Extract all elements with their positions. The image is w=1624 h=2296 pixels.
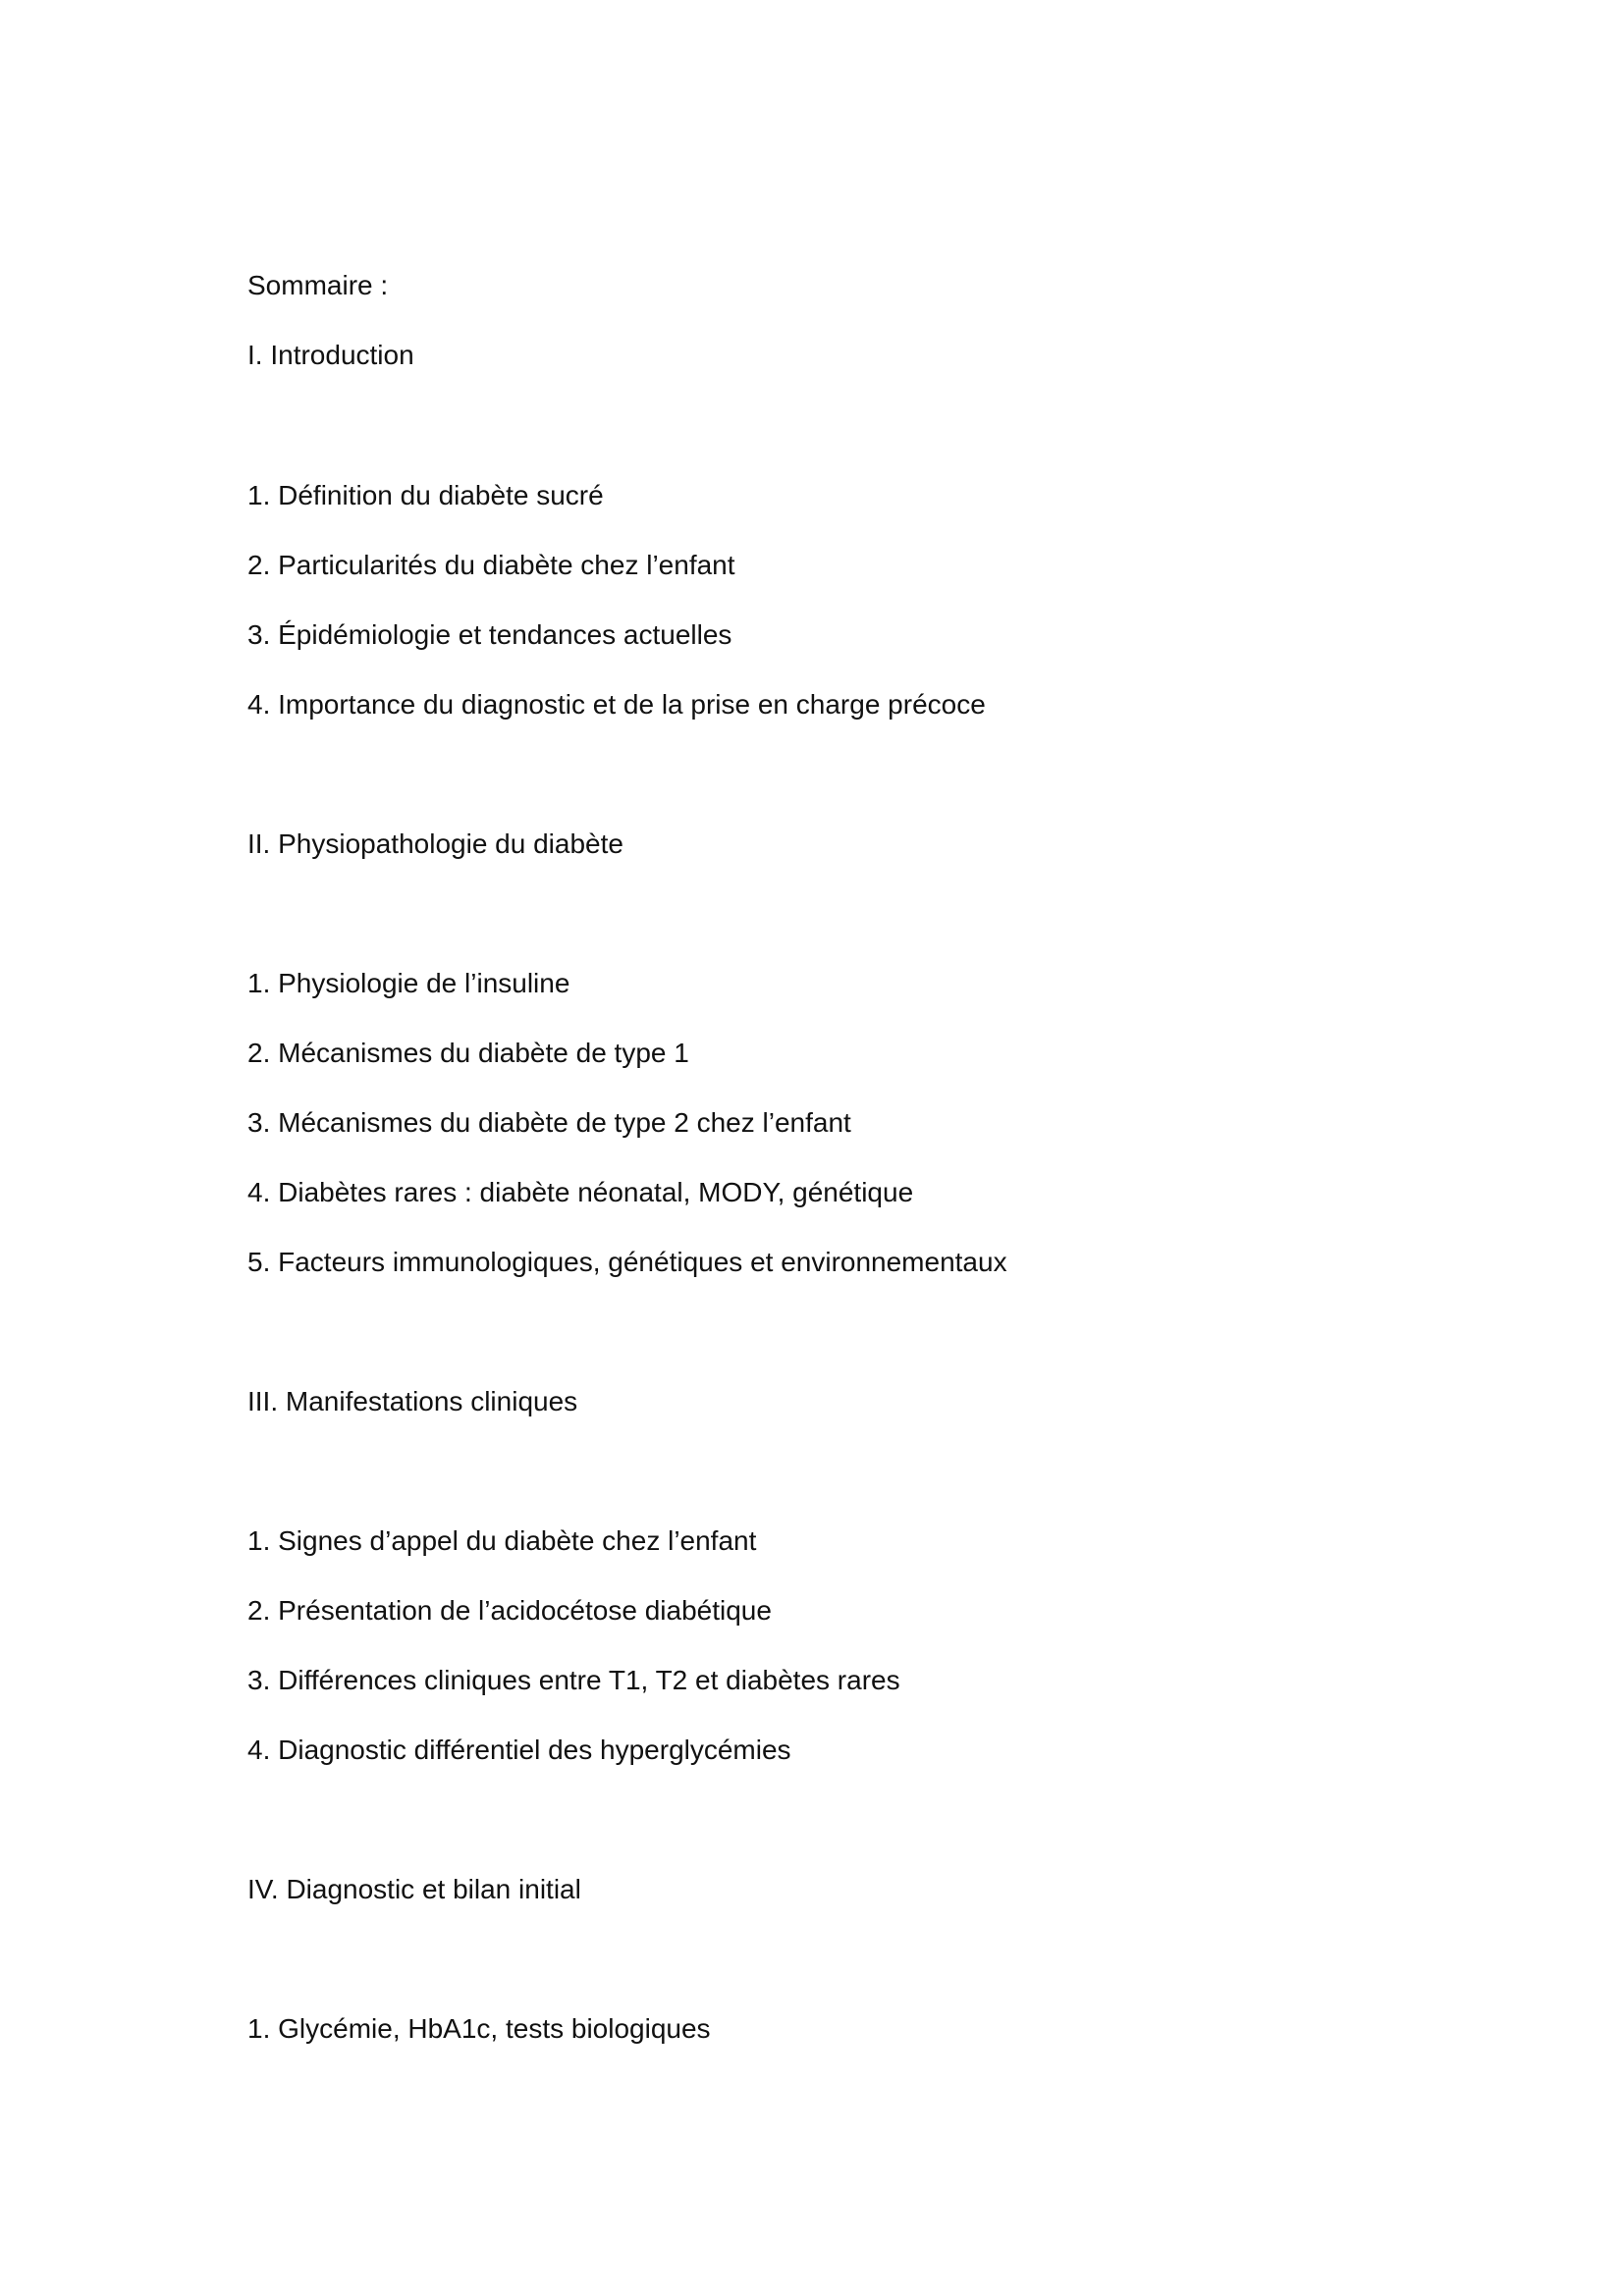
section-heading: III. Manifestations cliniques: [247, 1386, 578, 1416]
toc-item: 1. Signes d’appel du diabète chez l’enfant: [247, 1525, 757, 1556]
section-heading: I. Introduction: [247, 340, 414, 370]
toc-item: 1. Définition du diabète sucré: [247, 480, 604, 510]
toc-title: Sommaire :: [247, 270, 389, 300]
toc-item: 4. Diagnostic différentiel des hyperglycémies: [247, 1735, 791, 1765]
toc-item: 3. Épidémiologie et tendances actuelles: [247, 619, 732, 650]
toc-item: 2. Présentation de l’acidocétose diabétique: [247, 1595, 772, 1626]
toc-item: 1. Physiologie de l’insuline: [247, 968, 570, 998]
toc-item: 2. Mécanismes du diabète de type 1: [247, 1038, 689, 1068]
toc-item: 4. Diabètes rares : diabète néonatal, MODY, génétique: [247, 1177, 914, 1207]
section-heading: II. Physiopathologie du diabète: [247, 828, 623, 859]
toc-item: 4. Importance du diagnostic et de la prise en charge précoce: [247, 689, 986, 720]
toc-item: 3. Différences cliniques entre T1, T2 et diabètes rares: [247, 1665, 900, 1695]
toc-item: 3. Mécanismes du diabète de type 2 chez l’enfant: [247, 1107, 851, 1138]
section-heading: IV. Diagnostic et bilan initial: [247, 1874, 581, 1904]
toc-item: 2. Particularités du diabète chez l’enfant: [247, 550, 735, 580]
toc-item: 1. Glycémie, HbA1c, tests biologiques: [247, 2013, 711, 2044]
toc-item: 5. Facteurs immunologiques, génétiques et environnementaux: [247, 1247, 1007, 1277]
